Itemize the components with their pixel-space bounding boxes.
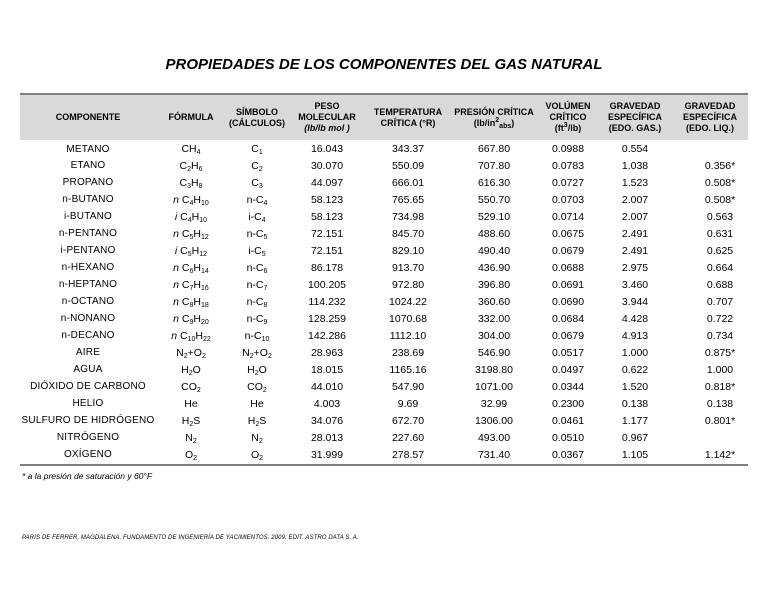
cell-formula: n $C_4H_{10}$ xyxy=(173,193,209,207)
table-row xyxy=(20,293,748,310)
cell-gravedad-gas: 2.007 xyxy=(621,193,649,206)
cell-simbolo: $n-C_9$ xyxy=(246,312,268,326)
cell-volumen-critico: 0.0727 xyxy=(551,176,585,189)
cell-temperatura-critica: 765.65 xyxy=(391,193,425,206)
cell-formula: n $C_6H_{14}$ xyxy=(173,261,209,275)
cell-simbolo: $H_2S$ xyxy=(247,414,267,428)
cell-gravedad-liquido: 0.734 xyxy=(706,329,734,342)
table-row xyxy=(20,378,748,395)
cell-simbolo: $H_2O$ xyxy=(247,363,267,377)
cell-componente: SULFURO DE HIDRÓGENO xyxy=(21,415,155,426)
cell-simbolo: $i-C_5$ xyxy=(248,244,266,258)
cell-formula: $H_2O$ xyxy=(181,363,201,377)
cell-peso-molecular: 86.178 xyxy=(310,261,344,274)
cell-presion-critica: 488.60 xyxy=(477,227,511,240)
cell-simbolo: $n-C_6$ xyxy=(246,261,268,275)
cell-componente: AGUA xyxy=(73,364,103,375)
cell-volumen-critico: 0.0497 xyxy=(551,363,585,376)
cell-temperatura-critica: 1024.22 xyxy=(389,295,427,308)
cell-gravedad-liquido: 1.000 xyxy=(706,363,734,376)
cell-gravedad-liquido: 0.818* xyxy=(704,380,736,393)
cell-componente: METANO xyxy=(66,143,110,155)
cell-temperatura-critica: 913.70 xyxy=(391,261,425,274)
cell-presion-critica: 616.30 xyxy=(477,176,511,189)
cell-gravedad-liquido: 0.508* xyxy=(704,193,736,206)
cell-componente: AIRE xyxy=(75,347,101,358)
cell-simbolo: He xyxy=(250,397,264,410)
cell-gravedad-liquido: 0.631 xyxy=(706,227,734,240)
cell-volumen-critico: 0.0675 xyxy=(551,227,585,240)
cell-peso-molecular: 18.015 xyxy=(310,363,344,376)
cell-gravedad-liquido: 0.801* xyxy=(704,414,736,427)
cell-volumen-critico: 0.0679 xyxy=(551,244,585,257)
cell-peso-molecular: 58.123 xyxy=(310,210,344,223)
header-volumen-critico: VOLÚMEN CRÍTICO $(ft^3/lb)$ xyxy=(545,101,591,133)
cell-peso-molecular: 31.999 xyxy=(310,448,344,461)
cell-formula: n $C_8H_{18}$ xyxy=(173,295,209,309)
cell-gravedad-liquido xyxy=(672,140,748,157)
cell-volumen-critico: 0.0344 xyxy=(551,380,585,393)
cell-volumen-critico: 0.0714 xyxy=(551,210,585,223)
cell-presion-critica: 304.00 xyxy=(477,329,511,342)
cell-volumen-critico: 0.0510 xyxy=(551,431,585,444)
cell-gravedad-liquido xyxy=(672,429,748,446)
cell-volumen-critico: 0.0461 xyxy=(551,414,585,427)
cell-gravedad-gas: 1.523 xyxy=(621,176,649,189)
cell-gravedad-gas: 4.428 xyxy=(621,312,649,325)
header-peso-molecular: PESO MOLECULAR (lb/lb mol ) xyxy=(298,101,356,133)
header-formula: FÓRMULA xyxy=(168,112,214,122)
cell-gravedad-gas: 0.622 xyxy=(621,363,649,376)
footnote: * a la presión de saturación y 60°F xyxy=(22,471,153,481)
cell-gravedad-liquido: 0.563 xyxy=(706,210,734,223)
cell-presion-critica: 546.90 xyxy=(477,346,511,359)
cell-formula: i $C_4H_{10}$ xyxy=(174,210,208,224)
cell-gravedad-liquido: 1.142* xyxy=(704,448,736,461)
cell-volumen-critico: 0.0688 xyxy=(551,261,585,274)
table-bottom-rule xyxy=(20,464,748,466)
cell-gravedad-gas: 4.913 xyxy=(621,329,649,342)
cell-volumen-critico: 0.0703 xyxy=(551,193,585,206)
cell-presion-critica: 667.80 xyxy=(477,143,511,155)
cell-gravedad-liquido: 0.664 xyxy=(706,261,734,274)
source-credit: PARIS DE FERRER, MAGDALENA. FUNDAMENTO DE INGENIERÍA DE YACIMIENTOS. 2009. EDIT. ASTRO DATA S. A. xyxy=(22,535,359,541)
table-row xyxy=(20,361,748,378)
cell-componente: n-NONANO xyxy=(60,313,116,324)
cell-peso-molecular: 30.070 xyxy=(310,159,344,172)
cell-simbolo: $n-C_4$ xyxy=(246,193,268,207)
cell-formula: n $C_9H_{20}$ xyxy=(173,312,209,326)
cell-gravedad-liquido: 0.722 xyxy=(706,312,734,325)
cell-formula: n $C_5H_{12}$ xyxy=(173,227,209,241)
cell-componente: n-BUTANO xyxy=(62,194,114,205)
cell-presion-critica: 360.60 xyxy=(477,295,511,308)
cell-presion-critica: 550.70 xyxy=(477,193,511,206)
cell-formula: i $C_5H_{12}$ xyxy=(174,244,208,258)
cell-temperatura-critica: 278.57 xyxy=(391,448,425,461)
cell-componente: HELIO xyxy=(72,398,104,409)
table-row xyxy=(20,412,748,429)
cell-componente: n-HEXANO xyxy=(61,262,115,273)
cell-gravedad-liquido: 0.138 xyxy=(706,397,734,410)
cell-gravedad-gas: 1.177 xyxy=(621,414,649,427)
cell-temperatura-critica: 672.70 xyxy=(391,414,425,427)
cell-formula: $N_2$ xyxy=(185,431,197,445)
cell-formula: n $C_7H_{16}$ xyxy=(173,278,209,292)
cell-componente: i-BUTANO xyxy=(63,211,113,222)
cell-simbolo: $i-C_4$ xyxy=(248,210,266,224)
cell-volumen-critico: 0.0517 xyxy=(551,346,585,359)
cell-simbolo: $C_3$ xyxy=(251,176,263,190)
cell-componente: n-PENTANO xyxy=(58,228,118,239)
table-row xyxy=(20,276,748,293)
cell-peso-molecular: 28.013 xyxy=(310,431,344,444)
cell-formula: $C_3H_8$ xyxy=(179,176,203,190)
cell-gravedad-liquido: 0.688 xyxy=(706,278,734,291)
cell-volumen-critico: 0.2300 xyxy=(551,397,585,410)
header-presion-critica: PRESIÓN CRÍTICA $(lb/in^2_{abs})$ xyxy=(454,106,534,130)
cell-gravedad-liquido: 0.625 xyxy=(706,244,734,257)
cell-formula: $CO_2$ xyxy=(181,380,201,394)
cell-simbolo: $C_1$ xyxy=(251,143,263,156)
table-row xyxy=(20,242,748,259)
cell-presion-critica: 3198.80 xyxy=(475,363,513,376)
cell-temperatura-critica: 9.69 xyxy=(397,397,419,410)
cell-volumen-critico: 0.0684 xyxy=(551,312,585,325)
cell-gravedad-gas: 1.105 xyxy=(621,448,649,461)
header-simbolo: SÍMBOLO (CÁLCULOS) xyxy=(229,106,285,128)
header-gravedad-gas: GRAVEDAD ESPECÍFICA (EDO. GAS.) xyxy=(607,101,662,133)
cell-formula: $H_2S$ xyxy=(181,414,201,428)
cell-formula: $N_2+O_2$ xyxy=(176,346,206,360)
cell-componente: n-OCTANO xyxy=(61,296,115,307)
cell-formula: $C_2H_6$ xyxy=(179,159,203,173)
page-title: PROPIEDADES DE LOS COMPONENTES DEL GAS NATURAL xyxy=(165,56,603,73)
cell-componente: DIÓXIDO DE CARBONO xyxy=(30,381,146,392)
cell-peso-molecular: 142.286 xyxy=(308,329,346,342)
cell-presion-critica: 396.80 xyxy=(477,278,511,291)
table-row xyxy=(20,157,748,174)
cell-peso-molecular: 128.259 xyxy=(308,312,346,325)
cell-peso-molecular: 44.010 xyxy=(310,380,344,393)
cell-presion-critica: 707.80 xyxy=(477,159,511,172)
cell-volumen-critico: 0.0367 xyxy=(551,448,585,461)
table-row xyxy=(20,395,748,412)
table-row xyxy=(20,327,748,344)
table-row xyxy=(20,140,748,157)
table-row xyxy=(20,191,748,208)
cell-presion-critica: 32.99 xyxy=(480,397,508,410)
cell-presion-critica: 1306.00 xyxy=(475,414,513,427)
cell-gravedad-gas: 2.491 xyxy=(621,244,649,257)
table-row xyxy=(20,446,748,463)
cell-gravedad-gas: 0.554 xyxy=(621,143,649,155)
cell-presion-critica: 332.00 xyxy=(477,312,511,325)
cell-presion-critica: 493.00 xyxy=(477,431,511,444)
cell-simbolo: $CO_2$ xyxy=(247,380,267,394)
cell-peso-molecular: 114.232 xyxy=(308,295,346,308)
cell-componente: ETANO xyxy=(70,160,106,171)
cell-temperatura-critica: 227.60 xyxy=(391,431,425,444)
cell-gravedad-liquido: 0.707 xyxy=(706,295,734,308)
cell-temperatura-critica: 1070.68 xyxy=(389,312,427,325)
cell-gravedad-gas: 1.000 xyxy=(621,346,649,359)
cell-gravedad-liquido: 0.875* xyxy=(704,346,736,359)
cell-simbolo: $n-C_{10}$ xyxy=(244,329,270,343)
cell-gravedad-gas: 2.491 xyxy=(621,227,649,240)
cell-presion-critica: 436.90 xyxy=(477,261,511,274)
cell-formula: $CH_4$ xyxy=(181,143,201,156)
cell-presion-critica: 529.10 xyxy=(477,210,511,223)
table-row xyxy=(20,225,748,242)
cell-componente: n-HEPTANO xyxy=(58,279,118,290)
cell-gravedad-gas: 2.007 xyxy=(621,210,649,223)
cell-simbolo: $N_2+O_2$ xyxy=(242,346,272,360)
cell-gravedad-gas: 3.944 xyxy=(621,295,649,308)
cell-gravedad-liquido: 0.508* xyxy=(704,176,736,189)
cell-formula: $O_2$ xyxy=(184,448,198,462)
cell-gravedad-liquido: 0.356* xyxy=(704,159,736,172)
cell-temperatura-critica: 550.09 xyxy=(391,159,425,172)
header-gravedad-liquido: GRAVEDAD ESPECÍFICA (EDO. LIQ.) xyxy=(682,101,737,133)
cell-gravedad-gas: 3.460 xyxy=(621,278,649,291)
cell-formula: He xyxy=(184,397,198,410)
cell-gravedad-gas: 1.038 xyxy=(621,159,649,172)
cell-peso-molecular: 28.963 xyxy=(310,346,344,359)
cell-temperatura-critica: 1112.10 xyxy=(389,329,427,342)
cell-volumen-critico: 0.0783 xyxy=(551,159,585,172)
cell-temperatura-critica: 734.98 xyxy=(391,210,425,223)
table-row xyxy=(20,208,748,225)
cell-peso-molecular: 72.151 xyxy=(310,227,344,240)
cell-peso-molecular: 100.205 xyxy=(308,278,346,291)
cell-gravedad-gas: 0.138 xyxy=(621,397,649,410)
cell-temperatura-critica: 972.80 xyxy=(391,278,425,291)
table-header-row xyxy=(20,94,748,140)
header-componente: COMPONENTE xyxy=(55,112,121,122)
table-row xyxy=(20,344,748,361)
table-row xyxy=(20,174,748,191)
cell-temperatura-critica: 238.69 xyxy=(391,346,425,359)
table-row xyxy=(20,310,748,327)
cell-volumen-critico: 0.0988 xyxy=(551,143,585,155)
cell-componente: i-PENTANO xyxy=(60,245,116,256)
cell-componente: NITRÓGENO xyxy=(56,432,120,443)
cell-temperatura-critica: 547.90 xyxy=(391,380,425,393)
cell-simbolo: $n-C_8$ xyxy=(246,295,268,309)
cell-temperatura-critica: 1165.16 xyxy=(389,363,427,376)
cell-temperatura-critica: 343.37 xyxy=(391,143,425,155)
cell-peso-molecular: 16.043 xyxy=(310,143,344,155)
cell-componente: PROPANO xyxy=(62,177,114,188)
cell-presion-critica: 490.40 xyxy=(477,244,511,257)
cell-simbolo: $C_2$ xyxy=(251,159,263,173)
cell-peso-molecular: 4.003 xyxy=(313,397,341,410)
cell-temperatura-critica: 829.10 xyxy=(391,244,425,257)
table-row xyxy=(20,259,748,276)
table-row xyxy=(20,429,748,446)
cell-peso-molecular: 72.151 xyxy=(310,244,344,257)
cell-peso-molecular: 44.097 xyxy=(310,176,344,189)
cell-simbolo: $O_2$ xyxy=(250,448,264,462)
cell-presion-critica: 1071.00 xyxy=(475,380,513,393)
cell-gravedad-gas: 2.975 xyxy=(621,261,649,274)
cell-peso-molecular: 34.076 xyxy=(310,414,344,427)
table-body xyxy=(20,140,748,463)
cell-simbolo: $n-C_5$ xyxy=(246,227,268,241)
header-temperatura-critica: TEMPERATURA CRÍTICA (°R) xyxy=(373,106,443,128)
cell-gravedad-gas: 1.520 xyxy=(621,380,649,393)
cell-presion-critica: 731.40 xyxy=(477,448,511,461)
cell-volumen-critico: 0.0691 xyxy=(551,278,585,291)
cell-componente: OXÍGENO xyxy=(63,449,113,460)
cell-volumen-critico: 0.0679 xyxy=(551,329,585,342)
cell-componente: n-DECANO xyxy=(61,330,115,341)
cell-temperatura-critica: 845.70 xyxy=(391,227,425,240)
cell-formula: n $C_{10}H_{22}$ xyxy=(171,329,211,343)
cell-peso-molecular: 58.123 xyxy=(310,193,344,206)
cell-gravedad-gas: 0.967 xyxy=(621,431,649,444)
properties-table xyxy=(20,93,748,463)
cell-volumen-critico: 0.0690 xyxy=(551,295,585,308)
cell-temperatura-critica: 666.01 xyxy=(391,176,425,189)
cell-simbolo: $n-C_7$ xyxy=(246,278,268,292)
cell-simbolo: $N_2$ xyxy=(251,431,263,445)
